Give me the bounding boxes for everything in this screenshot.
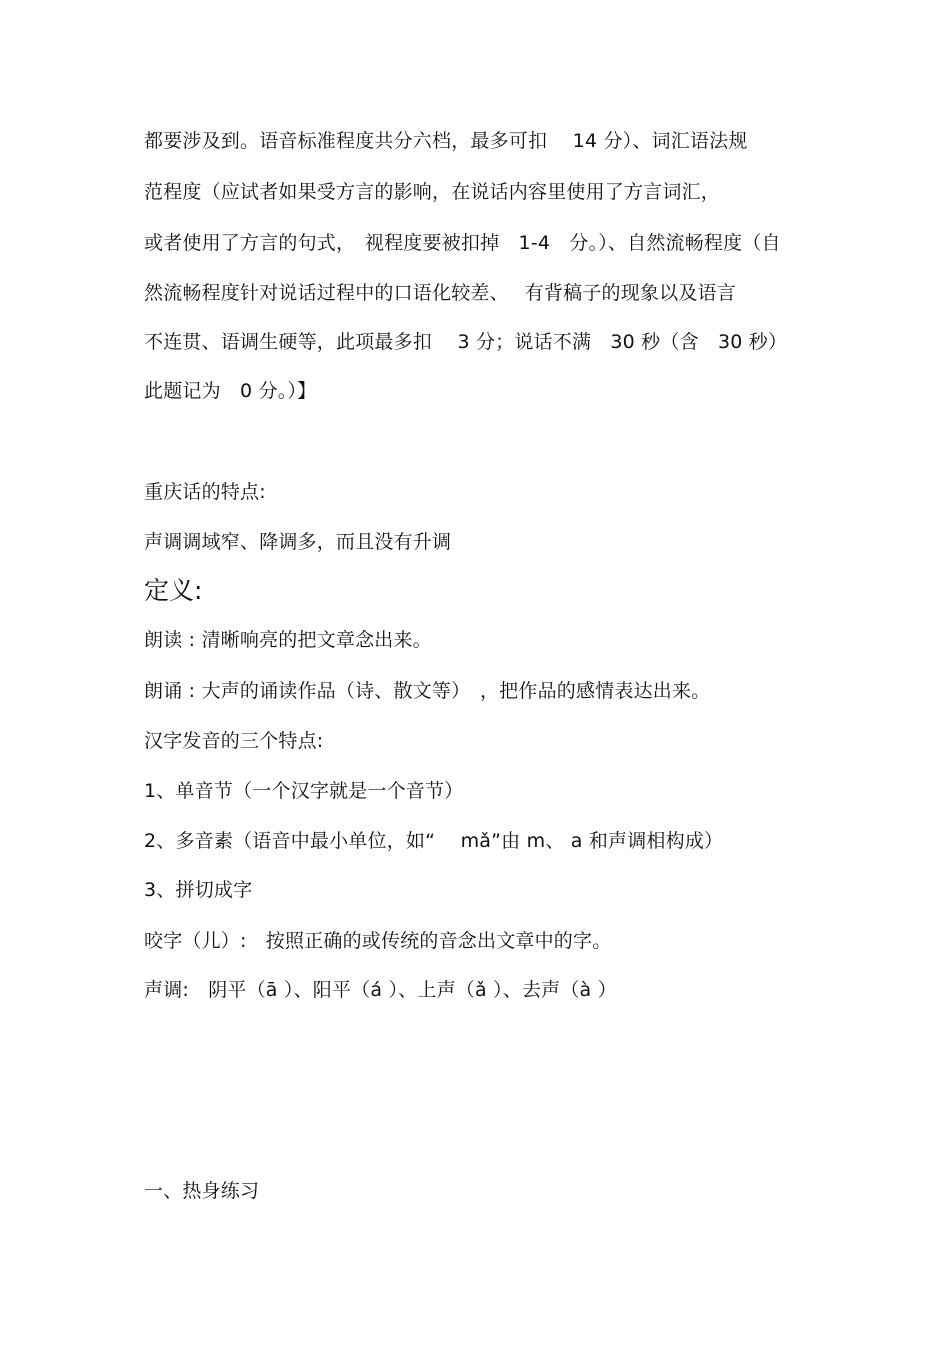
definition-yaozi: 咬字（儿）: 按照正确的或传统的音念出文章中的字。: [144, 930, 612, 952]
section-one-heading: 一、热身练习: [144, 1180, 260, 1202]
paragraph-line-4: 然流畅程度针对说话过程中的口语化较差、 有背稿子的现象以及语言: [144, 282, 736, 304]
definition-langdu: 朗读 : 清晰响亮的把文章念出来。: [144, 629, 432, 651]
definition-langsong: 朗诵 : 大声的诵读作品（诗、散文等） ，把作品的感情表达出来。: [144, 680, 711, 702]
paragraph-line-3: 或者使用了方言的句式， 视程度要被扣掉 1-4 分。）、自然流畅程度（自: [144, 232, 781, 254]
paragraph-line-2: 范程度（应试者如果受方言的影响，在说话内容里使用了方言词汇，: [144, 181, 721, 203]
paragraph-line-6: 此题记为 0 分。）】: [144, 380, 317, 402]
definition-tones: 声调: 阴平（ā ）、阳平（á ）、上声（ǎ ）、去声（à ）: [144, 979, 617, 1001]
paragraph-line-5: 不连贯、语调生硬等，此项最多扣 3 分；说话不满 30 秒（含 30 秒）: [144, 331, 788, 353]
paragraph-line-1: 都要涉及到。语音标准程度共分六档，最多可扣 14 分）、词汇语法规: [144, 130, 748, 152]
chongqing-desc: 声调调域窄、降调多，而且没有升调: [144, 531, 452, 553]
feature-item-3: 3、拼切成字: [144, 879, 253, 901]
three-features-title: 汉字发音的三个特点:: [144, 730, 324, 752]
feature-item-1: 1、单音节（一个汉字就是一个音节）: [144, 780, 464, 802]
definition-heading: 定义:: [144, 576, 203, 605]
chongqing-title: 重庆话的特点:: [144, 481, 266, 503]
feature-item-2: 2、多音素（语音中最小单位，如“ mǎ”由 m、 a 和声调相构成）: [144, 830, 724, 852]
